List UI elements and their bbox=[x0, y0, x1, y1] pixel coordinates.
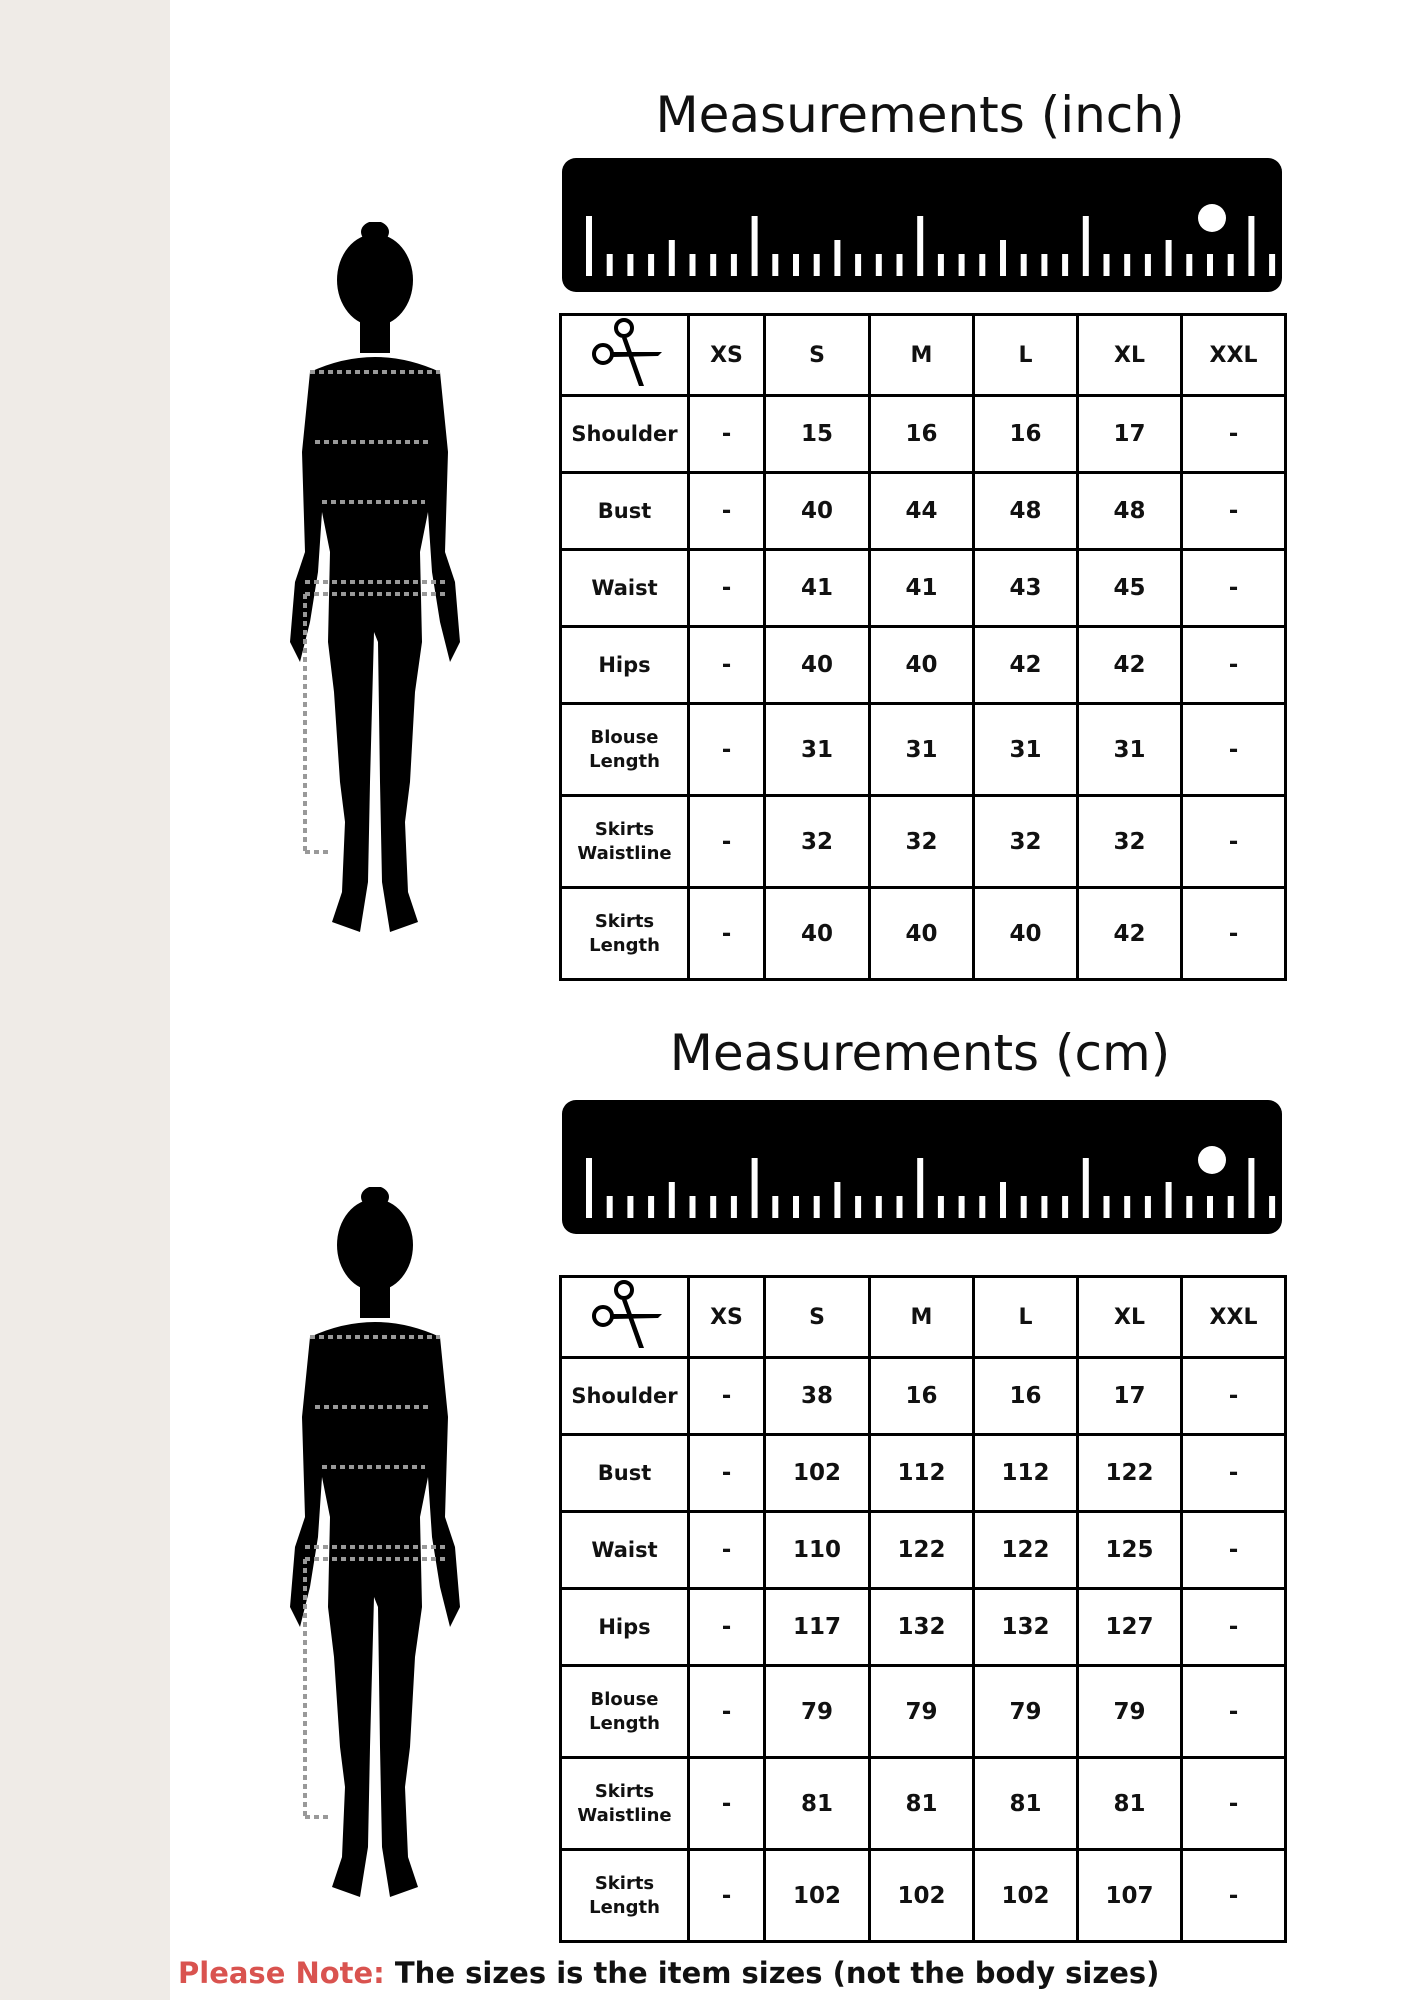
size-header: XL bbox=[1078, 1277, 1182, 1358]
ruler-tick bbox=[1062, 254, 1068, 276]
measurement-value: - bbox=[689, 1850, 765, 1942]
ruler-tick bbox=[586, 216, 592, 276]
ruler-tick bbox=[752, 1158, 758, 1218]
measurement-value: - bbox=[689, 1666, 765, 1758]
body-silhouette-icon bbox=[270, 1187, 480, 1927]
measurement-value: 16 bbox=[974, 1358, 1078, 1435]
measurement-value: 127 bbox=[1078, 1589, 1182, 1666]
table-row bbox=[561, 473, 1286, 550]
ruler-tick bbox=[1186, 1196, 1192, 1218]
measurement-value: - bbox=[689, 1358, 765, 1435]
ruler-hole bbox=[1198, 1146, 1226, 1174]
measurement-value: 40 bbox=[870, 888, 974, 980]
measurement-label: Skirts Length bbox=[561, 888, 689, 980]
measurement-value: 122 bbox=[870, 1512, 974, 1589]
measurement-value: 102 bbox=[765, 1435, 870, 1512]
measurement-value: 48 bbox=[974, 473, 1078, 550]
table-row bbox=[561, 1589, 1286, 1666]
ruler-tick bbox=[669, 1182, 675, 1218]
measurement-value: - bbox=[1182, 796, 1286, 888]
measurement-value: 79 bbox=[765, 1666, 870, 1758]
ruler-tick bbox=[690, 254, 696, 276]
measurement-label: Skirts Waistline bbox=[561, 1758, 689, 1850]
ruler-icon bbox=[562, 1100, 1282, 1234]
measurement-value: 79 bbox=[974, 1666, 1078, 1758]
measurement-value: 79 bbox=[1078, 1666, 1182, 1758]
ruler-tick bbox=[979, 1196, 985, 1218]
ruler-tick bbox=[1269, 254, 1275, 276]
table-row bbox=[561, 396, 1286, 473]
measurement-value: 40 bbox=[765, 473, 870, 550]
ruler-tick bbox=[814, 1196, 820, 1218]
measurement-label: Hips bbox=[561, 627, 689, 704]
measurement-label: Skirts Waistline bbox=[561, 796, 689, 888]
ruler-tick bbox=[897, 254, 903, 276]
ruler-tick bbox=[627, 254, 633, 276]
measurement-label: Hips bbox=[561, 1589, 689, 1666]
size-header: XS bbox=[689, 1277, 765, 1358]
size-header: XXL bbox=[1182, 315, 1286, 396]
ruler-tick bbox=[1186, 254, 1192, 276]
ruler-ticks bbox=[562, 1100, 1282, 1234]
scissors-icon bbox=[584, 316, 666, 388]
measurement-value: - bbox=[689, 396, 765, 473]
ruler-tick bbox=[855, 254, 861, 276]
ruler-hole bbox=[1198, 204, 1226, 232]
measurement-value: - bbox=[1182, 1512, 1286, 1589]
ruler-tick bbox=[607, 254, 613, 276]
ruler-tick bbox=[814, 254, 820, 276]
measurement-value: 15 bbox=[765, 396, 870, 473]
ruler-tick bbox=[1228, 1196, 1234, 1218]
measurement-value: 117 bbox=[765, 1589, 870, 1666]
measurement-label: Shoulder bbox=[561, 1358, 689, 1435]
ruler-tick bbox=[1166, 1182, 1172, 1218]
measurement-value: - bbox=[689, 627, 765, 704]
measurement-value: - bbox=[1182, 1850, 1286, 1942]
ruler-tick bbox=[793, 1196, 799, 1218]
ruler-tick bbox=[772, 1196, 778, 1218]
ruler-tick bbox=[731, 254, 737, 276]
size-header: S bbox=[765, 315, 870, 396]
measurement-value: 31 bbox=[870, 704, 974, 796]
table-row bbox=[561, 888, 1286, 980]
ruler-tick bbox=[1062, 1196, 1068, 1218]
measurement-value: - bbox=[1182, 1666, 1286, 1758]
measurement-value: - bbox=[1182, 473, 1286, 550]
measurement-value: 110 bbox=[765, 1512, 870, 1589]
measurement-value: 40 bbox=[974, 888, 1078, 980]
measurement-value: 32 bbox=[765, 796, 870, 888]
ruler-tick bbox=[586, 1158, 592, 1218]
measurement-value: 40 bbox=[765, 627, 870, 704]
measurement-value: - bbox=[689, 473, 765, 550]
measurement-value: - bbox=[1182, 550, 1286, 627]
measurement-value: 17 bbox=[1078, 1358, 1182, 1435]
size-header: S bbox=[765, 1277, 870, 1358]
size-header: L bbox=[974, 1277, 1078, 1358]
ruler-tick bbox=[1145, 254, 1151, 276]
measurement-value: 31 bbox=[1078, 704, 1182, 796]
scissors-header-cell bbox=[561, 315, 689, 396]
measurement-value: 107 bbox=[1078, 1850, 1182, 1942]
ruler-tick bbox=[710, 254, 716, 276]
ruler-tick bbox=[1248, 216, 1254, 276]
ruler-tick bbox=[917, 1158, 923, 1218]
measurement-value: 48 bbox=[1078, 473, 1182, 550]
ruler-tick bbox=[1207, 254, 1213, 276]
size-header: M bbox=[870, 315, 974, 396]
measurement-label: Bust bbox=[561, 1435, 689, 1512]
ruler-tick bbox=[1021, 1196, 1027, 1218]
table-row bbox=[561, 1758, 1286, 1850]
measurement-value: - bbox=[689, 1758, 765, 1850]
ruler-tick bbox=[959, 1196, 965, 1218]
measurement-value: 16 bbox=[870, 396, 974, 473]
size-header: L bbox=[974, 315, 1078, 396]
measurement-value: - bbox=[1182, 627, 1286, 704]
size-header: XXL bbox=[1182, 1277, 1286, 1358]
measurement-value: 132 bbox=[870, 1589, 974, 1666]
table-row bbox=[561, 550, 1286, 627]
size-header: XS bbox=[689, 315, 765, 396]
ruler-tick bbox=[793, 254, 799, 276]
measurement-label: Blouse Length bbox=[561, 704, 689, 796]
measurement-value: - bbox=[689, 796, 765, 888]
ruler-tick bbox=[855, 1196, 861, 1218]
ruler-tick bbox=[1000, 1182, 1006, 1218]
measurement-value: 31 bbox=[765, 704, 870, 796]
ruler-tick bbox=[959, 254, 965, 276]
ruler-tick bbox=[1000, 240, 1006, 276]
measurement-value: 81 bbox=[765, 1758, 870, 1850]
table-row bbox=[561, 1358, 1286, 1435]
table-row bbox=[561, 796, 1286, 888]
ruler-tick bbox=[834, 240, 840, 276]
measurement-value: 41 bbox=[765, 550, 870, 627]
ruler-tick bbox=[772, 254, 778, 276]
measurement-value: 40 bbox=[765, 888, 870, 980]
measurement-value: 43 bbox=[974, 550, 1078, 627]
ruler-tick bbox=[979, 254, 985, 276]
measurement-value: 44 bbox=[870, 473, 974, 550]
table-row bbox=[561, 627, 1286, 704]
measurement-value: - bbox=[689, 1435, 765, 1512]
ruler-tick bbox=[938, 254, 944, 276]
size-header: XL bbox=[1078, 315, 1182, 396]
measurement-value: 16 bbox=[974, 396, 1078, 473]
measurement-value: 125 bbox=[1078, 1512, 1182, 1589]
ruler-tick bbox=[752, 216, 758, 276]
measurement-value: 41 bbox=[870, 550, 974, 627]
ruler-tick bbox=[1041, 254, 1047, 276]
ruler-icon bbox=[562, 158, 1282, 292]
measurement-value: - bbox=[1182, 1758, 1286, 1850]
ruler-tick bbox=[607, 1196, 613, 1218]
ruler-tick bbox=[1104, 1196, 1110, 1218]
table-row bbox=[561, 704, 1286, 796]
ruler-tick bbox=[938, 1196, 944, 1218]
ruler-tick bbox=[710, 1196, 716, 1218]
ruler-tick bbox=[1124, 254, 1130, 276]
measurement-value: 112 bbox=[870, 1435, 974, 1512]
cm-size-table bbox=[559, 1275, 1287, 1943]
table-row bbox=[561, 1435, 1286, 1512]
measurement-value: 81 bbox=[870, 1758, 974, 1850]
measurement-value: 17 bbox=[1078, 396, 1182, 473]
ruler-tick bbox=[1021, 254, 1027, 276]
measurement-value: 81 bbox=[974, 1758, 1078, 1850]
measurement-value: - bbox=[1182, 396, 1286, 473]
ruler-tick bbox=[1269, 1196, 1275, 1218]
table-row bbox=[561, 1512, 1286, 1589]
note-label: Please Note: bbox=[178, 1956, 385, 1990]
ruler-tick bbox=[1228, 254, 1234, 276]
ruler-tick bbox=[834, 1182, 840, 1218]
measurement-label: Shoulder bbox=[561, 396, 689, 473]
measurement-value: 16 bbox=[870, 1358, 974, 1435]
ruler-tick bbox=[1083, 216, 1089, 276]
measurement-value: 102 bbox=[765, 1850, 870, 1942]
measurement-value: 31 bbox=[974, 704, 1078, 796]
measurement-value: 81 bbox=[1078, 1758, 1182, 1850]
measurement-value: 32 bbox=[974, 796, 1078, 888]
table-row bbox=[561, 1666, 1286, 1758]
size-header-row bbox=[561, 1277, 1286, 1358]
ruler-tick bbox=[1083, 1158, 1089, 1218]
measurement-value: 112 bbox=[974, 1435, 1078, 1512]
ruler-tick bbox=[669, 240, 675, 276]
measurement-label: Skirts Length bbox=[561, 1850, 689, 1942]
ruler-tick bbox=[1124, 1196, 1130, 1218]
measurement-value: - bbox=[1182, 888, 1286, 980]
measurement-label: Waist bbox=[561, 550, 689, 627]
ruler-tick bbox=[648, 1196, 654, 1218]
measurement-value: - bbox=[689, 1512, 765, 1589]
ruler-tick bbox=[1145, 1196, 1151, 1218]
measurement-value: 122 bbox=[1078, 1435, 1182, 1512]
measurement-label: Waist bbox=[561, 1512, 689, 1589]
measurement-value: - bbox=[689, 550, 765, 627]
table-row bbox=[561, 1850, 1286, 1942]
measurement-label: Blouse Length bbox=[561, 1666, 689, 1758]
measurement-value: - bbox=[1182, 704, 1286, 796]
size-header-row bbox=[561, 315, 1286, 396]
ruler-tick bbox=[1248, 1158, 1254, 1218]
measurement-value: 102 bbox=[974, 1850, 1078, 1942]
ruler-ticks bbox=[562, 158, 1282, 292]
measurement-value: 40 bbox=[870, 627, 974, 704]
measurement-value: 32 bbox=[1078, 796, 1182, 888]
scissors-header-cell bbox=[561, 1277, 689, 1358]
ruler-tick bbox=[897, 1196, 903, 1218]
ruler-tick bbox=[1207, 1196, 1213, 1218]
ruler-tick bbox=[627, 1196, 633, 1218]
measurement-value: 132 bbox=[974, 1589, 1078, 1666]
body-silhouette-icon bbox=[270, 222, 480, 962]
measurement-value: 42 bbox=[974, 627, 1078, 704]
measurement-value: - bbox=[689, 1589, 765, 1666]
measurement-value: 45 bbox=[1078, 550, 1182, 627]
measurement-value: - bbox=[1182, 1358, 1286, 1435]
ruler-tick bbox=[876, 1196, 882, 1218]
ruler-tick bbox=[648, 254, 654, 276]
ruler-tick bbox=[690, 1196, 696, 1218]
ruler-tick bbox=[917, 216, 923, 276]
measurement-value: 102 bbox=[870, 1850, 974, 1942]
ruler-tick bbox=[731, 1196, 737, 1218]
left-margin-strip bbox=[0, 0, 170, 2000]
measurement-value: - bbox=[1182, 1589, 1286, 1666]
size-header: M bbox=[870, 1277, 974, 1358]
note-text: The sizes is the item sizes (not the body sizes) bbox=[394, 1956, 1160, 1990]
inch-title: Measurements (inch) bbox=[655, 86, 1185, 144]
cm-title: Measurements (cm) bbox=[669, 1024, 1171, 1082]
ruler-tick bbox=[876, 254, 882, 276]
measurement-value: - bbox=[689, 704, 765, 796]
measurement-value: - bbox=[689, 888, 765, 980]
ruler-tick bbox=[1104, 254, 1110, 276]
measurement-value: - bbox=[1182, 1435, 1286, 1512]
ruler-tick bbox=[1041, 1196, 1047, 1218]
measurement-value: 32 bbox=[870, 796, 974, 888]
please-note bbox=[178, 1956, 1159, 1990]
measurement-value: 38 bbox=[765, 1358, 870, 1435]
measurement-label: Bust bbox=[561, 473, 689, 550]
scissors-icon bbox=[584, 1278, 666, 1350]
measurement-value: 42 bbox=[1078, 627, 1182, 704]
inch-size-table bbox=[559, 313, 1287, 981]
measurement-value: 122 bbox=[974, 1512, 1078, 1589]
ruler-tick bbox=[1166, 240, 1172, 276]
measurement-value: 79 bbox=[870, 1666, 974, 1758]
measurement-value: 42 bbox=[1078, 888, 1182, 980]
